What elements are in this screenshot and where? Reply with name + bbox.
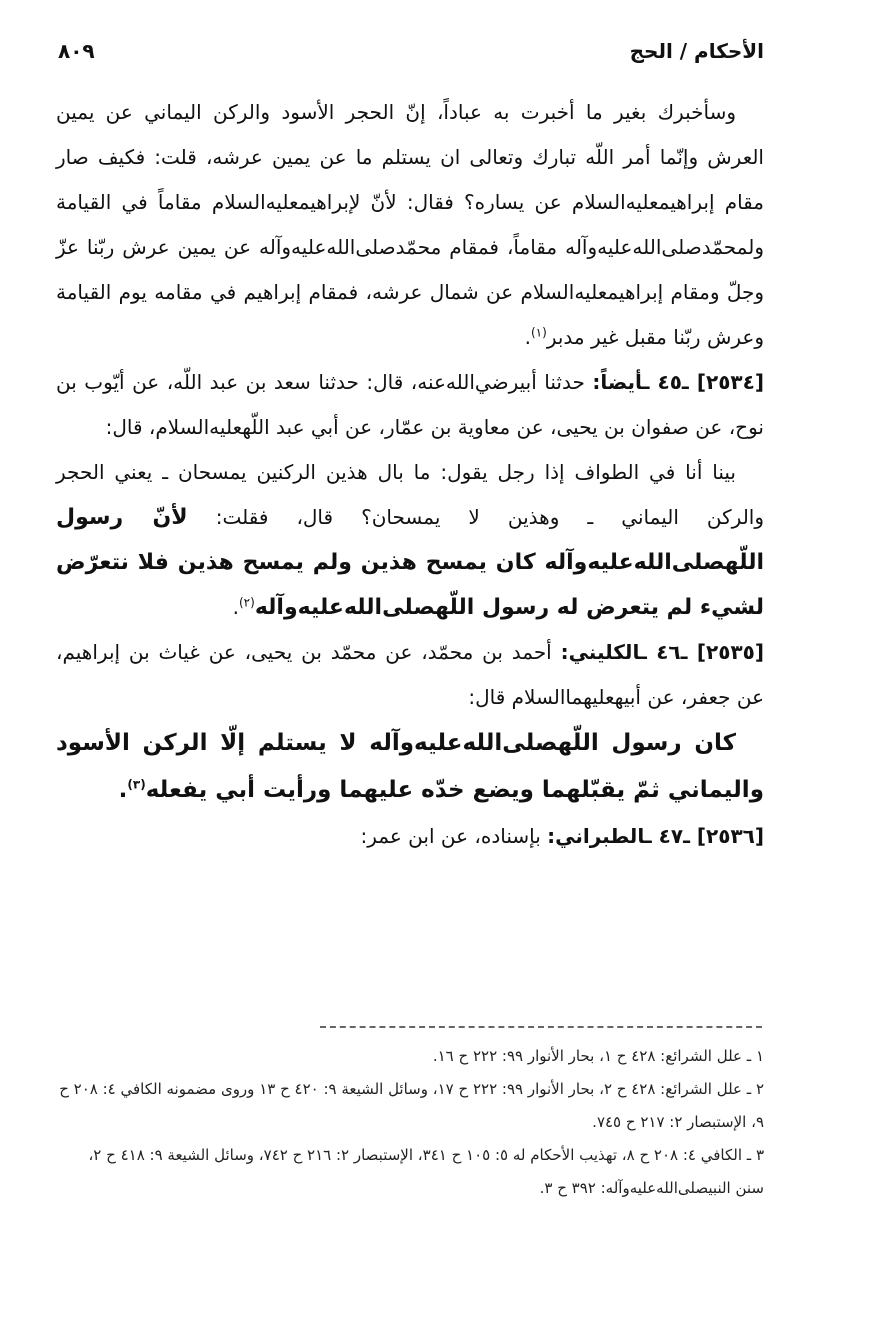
hadith-text-2535: كان رسول اللّهصلى‌الله‌عليه‌وآله لا يستلم إلّا الركن الأسود واليماني ثمّ يقبّلهما ويضع خدّه عليهما ورأيت أبي يفعله$^{(٣)}$. — [56, 730, 764, 803]
hadith-text-2534: بينا أنا في الطواف إذا رجل يقول: ما بال هذين الركنين يمسحان ـ يعني الحجر والركن اليماني ـ وهذين لا يمسحان؟ قال، فقلت: لأنّ رسول اللّهصلى‌الله‌عليه‌وآله كان يمسح هذين ولم يمسح هذين فلا نتعرّض لشيء لم يتعرض له رسول اللّهصلى‌الله‌عليه‌وآله$^{(٢)}$. — [56, 460, 765, 620]
footnote-2: ٢ ـ علل الشرائع: ٤٢٨ ح ٢، بحار الأنوار ٩٩: ٢٢٢ ح ١٧، وسائل الشيعة ٩: ٤٢٠ ح ١٣ وروى مضمونه الكافي ٤: ٢٠٨ ح ٩، الإستبصار ٢: ٢١٧ ح ٧٤٥. — [59, 1080, 764, 1131]
page-header — [58, 34, 764, 68]
hadith-chain: بإسناده، عن ابن عمر: — [360, 824, 541, 848]
paragraph-continuation: وسأخبرك بغير ما أخبرت به عباداً، إنّ الحجر الأسود والركن اليماني عن يمين العرش وإنّما أمر اللّه تبارك وتعالى ان يستلم ما عن يمين عرشه، قلت: فكيف صار مقام إبراهيمعليه‌السلام عن يساره؟ فقال: لأنّ لإبراهيمعليه‌السلام مقاماً في القيامة ولمحمّدصلى‌الله‌عليه‌وآله مقاماً، فمقام محمّدصلى‌الله‌عليه‌وآله عن يمين عرش ربّنا عزّ وجلّ ومقام إبراهيمعليه‌السلام عن شمال عرشه، فمقام إبراهيم في مقامه يوم القيامة وعرش ربّنا مقبل غير مدبر$^{(١)}$. — [56, 100, 764, 349]
footnote-1: ١ ـ علل الشرائع: ٤٢٨ ح ١، بحار الأنوار ٩٩: ٢٢٢ ح ١٦. — [432, 1047, 764, 1065]
hadith-number: [٢٥٣٦] ـ٤٧ ـ — [644, 824, 764, 848]
running-title: الأحكام / الحج — [629, 39, 764, 63]
hadith-text: كان رسول اللّهصلى‌الله‌عليه‌وآله لا يستلم إلّا الركن الأسود واليماني ثمّ يقبّلهما ويضع خدّه عليهما ورأيت أبي يفعله — [56, 730, 764, 803]
page-number: ٨٠٩ — [58, 39, 95, 63]
paragraph-text: وسأخبرك بغير ما أخبرت به عباداً، إنّ الحجر الأسود والركن اليماني عن يمين العرش وإنّما أمر اللّه تبارك وتعالى ان يستلم ما عن يمين عرشه، قلت: فكيف صار مقام إبراهيمعليه‌السلام عن يساره؟ فقال: لأنّ لإبراهيمعليه‌السلام مقاماً في القيامة ولمحمّدصلى‌الله‌عليه‌وآله مقاماً، فمقام محمّدصلى‌الله‌عليه‌وآله عن يمين عرش ربّنا عزّ وجلّ ومقام إبراهيمعليه‌السلام عن شمال عرشه، فمقام إبراهيم في مقامه يوم القيامة وعرش ربّنا مقبل غير مدبر — [56, 100, 764, 349]
hadith-chain: حدثنا أبيرضي‌الله‌عنه، قال: حدثنا سعد بن عبد اللّه، عن أيّوب بن نوح، عن صفوان بن يحيى، عن معاوية بن عمّار، عن أبي عبد اللّهعليه‌السلام، قال: — [56, 370, 764, 439]
hadith-entry-2536 — [56, 814, 764, 859]
hadith-source: أيضاً: — [592, 370, 643, 394]
footnotes — [56, 1040, 764, 1205]
footnote-ref-2: (٢) — [238, 595, 255, 610]
hadith-source: الكليني: — [560, 640, 640, 664]
footnote-separator — [320, 1026, 762, 1028]
hadith-number: [٢٥٣٤] ـ٤٥ ـ — [642, 370, 764, 394]
hadith-entry-2535 — [56, 630, 764, 720]
footnote-ref-1: (١) — [530, 325, 547, 340]
hadith-number: [٢٥٣٥] ـ٤٦ ـ — [639, 640, 765, 664]
footnote-ref-3: (٣) — [127, 777, 146, 792]
hadith-text-part-a: بينا أنا في الطواف إذا رجل يقول: ما بال هذين الركنين يمسحان ـ يعني الحجر والركن اليماني ـ وهذين لا يمسحان؟ قال، فقلت: — [56, 460, 765, 529]
footnote-3: ٣ ـ الكافي ٤: ٢٠٨ ح ٨، تهذيب الأحكام له ٥: ١٠٥ ح ٣٤١، الإستبصار ٢: ٢١٦ ح ٧٤٢، وسائل الشيعة ٩: ٤١٨ ح ٢، سنن النبيصلى‌الله‌عليه‌وآله: ٣٩٢ ح ٣. — [88, 1146, 764, 1197]
hadith-source: الطبراني: — [547, 824, 645, 848]
hadith-text-part-b: لأنّ رسول اللّهصلى‌الله‌عليه‌وآله كان يمسح هذين ولم يمسح هذين فلا نتعرّض لشيء لم يتعرض له رسول اللّهصلى‌الله‌عليه‌وآله — [56, 505, 764, 620]
hadith-entry-2534 — [56, 360, 764, 450]
hadith-chain: أحمد بن محمّد، عن محمّد بن يحيى، عن غياث بن إبراهيم، عن جعفر، عن أبيهعليهما‌السلام قال: — [56, 640, 764, 709]
main-text — [56, 90, 764, 859]
